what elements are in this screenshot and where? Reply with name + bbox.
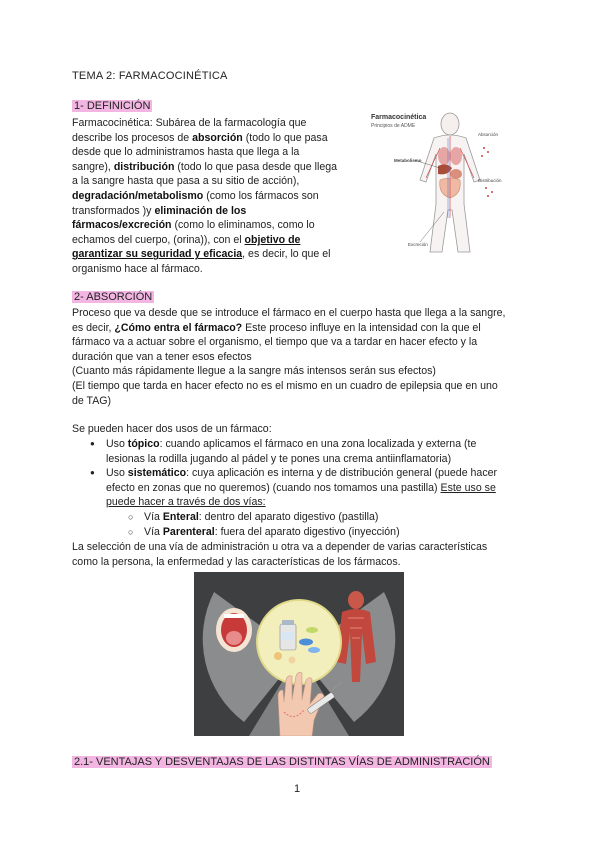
text-line: duración que van a tener esos efectos	[72, 350, 252, 363]
text-line: fármacos/excreción (como lo eliminamos, como lo	[72, 219, 315, 232]
routes-illustration	[194, 572, 404, 736]
routes-sub-list	[128, 510, 528, 539]
section-heading-absorcion: 2- ABSORCIÓN	[74, 291, 153, 303]
svg-text:Excreción: Excreción	[408, 242, 428, 247]
sub-bullet-item: ○ Vía Parenteral: fuera del aparato digestivo (inyección)	[128, 525, 528, 540]
selection-paragraph	[72, 540, 542, 569]
diagram-subtitle: Principios de ADME	[371, 123, 416, 129]
text-line: (El tiempo que tarda en hacer efecto no es el mismo en un cuadro de epilepsia que en uno	[72, 379, 498, 392]
section-heading-ventajas: 2.1- VENTAJAS Y DESVENTAJAS DE LAS DISTINTAS VÍAS DE ADMINISTRACIÓN	[74, 756, 490, 768]
section-heading-definicion: 1- DEFINICIÓN	[74, 100, 151, 112]
text-line: es decir, ¿Cómo entra el fármaco? Este proceso influye en la intensidad con la que el	[72, 321, 481, 334]
bullet-item: ● Uso tópico: cuando aplicamos el fármaco en una zona localizada y externa (te lesionas la rodilla jugando al pádel y te pones una crema antiinflamatoria)	[90, 437, 542, 466]
text-line: Farmacocinética: Subárea de la farmacología que	[72, 117, 307, 129]
text-line: fármaco va a actuar sobre el organismo, el tiempo que va a tardar en hacer efecto y la	[72, 336, 478, 349]
text-line: degradación/metabolismo (como los fármacos son	[72, 189, 319, 202]
text-line: de TAG)	[72, 394, 112, 407]
text-line: Proceso que va desde que se introduce el fármaco en el cuerpo hasta que llega a la sangre,	[72, 307, 506, 319]
text-line: desde que lo administramos hasta que llega a la	[72, 146, 300, 159]
text-line: describe los procesos de absorción (todo lo que pasa	[72, 131, 328, 144]
adme-diagram	[368, 108, 528, 256]
text-line: transformados )y eliminación de los	[72, 204, 247, 217]
diagram-title: Farmacocinética	[371, 114, 427, 121]
svg-text:Metabolismo: Metabolismo	[394, 158, 422, 163]
text-line: como la persona, la enfermedad y las características de los fármacos.	[72, 555, 401, 568]
text-line: a la sangre hasta que pasa a su sitio de acción),	[72, 175, 300, 188]
text-line: La selección de una vía de administración u otra va a depender de varias características	[72, 541, 488, 553]
text-line: sangre), distribución (todo lo que pasa desde que llega	[72, 160, 338, 173]
text-line: garantizar su seguridad y eficacia, es decir, lo que el	[72, 248, 331, 261]
bullet-item: ● Uso sistemático: cuya aplicación es interna y de distribución general (puede hacer efecto en zonas que no queremos) (cuando nos tomamos una pastilla) Este uso se puede hacer a través de dos vías:	[90, 466, 542, 510]
absorption-paragraph	[72, 306, 542, 408]
page-number: 1	[294, 783, 301, 795]
svg-text:Distribución: Distribución	[478, 178, 502, 183]
text-line: organismo hace al fármaco.	[72, 262, 203, 275]
administration-routes-image	[194, 572, 404, 736]
document-title: TEMA 2: FARMACOCINÉTICA	[72, 70, 228, 82]
text-line: echamos del cuerpo, (orina)), con el objetivo de	[72, 233, 301, 246]
human-body-illustration	[368, 108, 528, 256]
uses-intro: Se pueden hacer dos usos de un fármaco:	[72, 423, 272, 435]
text-line: (Cuanto más rápidamente llegue a la sangre más intensos serán sus efectos)	[72, 365, 436, 378]
definition-paragraph	[72, 116, 372, 277]
sub-bullet-item: ○ Vía Enteral: dentro del aparato digestivo (pastilla)	[128, 510, 528, 525]
svg-text:Absorción: Absorción	[478, 132, 499, 137]
uses-bullet-list	[90, 437, 542, 510]
